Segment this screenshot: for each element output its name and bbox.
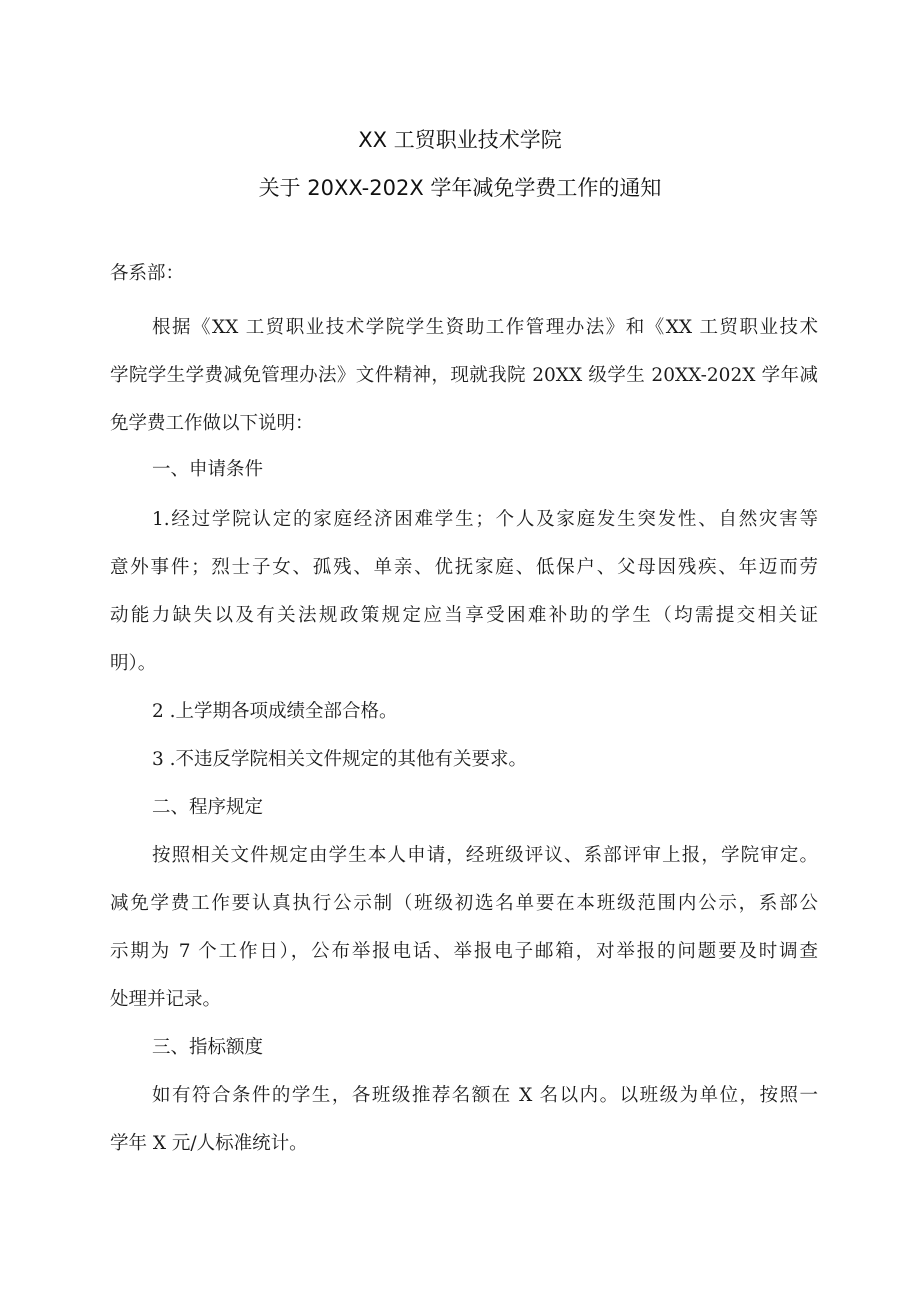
section2-line-2: 减免学费工作要认真执行公示制（班级初选名单要在本班级范围内公示，系部公: [110, 893, 818, 914]
document-title-institution: XX 工贸职业技术学院: [358, 128, 562, 152]
intro-line-1: 根据《XX 工贸职业技术学院学生资助工作管理办法》和《XX 工贸职业技术: [152, 317, 818, 338]
section2-heading: 二、程序规定: [152, 797, 264, 818]
intro-line-3: 免学费工作做以下说明：: [110, 413, 314, 434]
intro-line-2: 学院学生学费减免管理办法》文件精神，现就我院 20XX 级学生 20XX-202X 学年减: [110, 365, 818, 386]
section3-line-2: 学年 X 元/人标准统计。: [110, 1133, 308, 1154]
section2-line-3: 示期为 7 个工作日），公布举报电话、举报电子邮箱，对举报的问题要及时调查: [110, 941, 818, 962]
section1-item3: 3 .不违反学院相关文件规定的其他有关要求。: [152, 749, 528, 770]
section1-item1-line-4: 明）。: [110, 653, 157, 674]
section1-item1-line-3: 动能力缺失以及有关法规政策规定应当享受困难补助的学生（均需提交相关证: [110, 605, 818, 626]
section3-heading: 三、指标额度: [152, 1037, 264, 1058]
section1-heading: 一、申请条件: [152, 459, 264, 480]
section1-item1-line-2: 意外事件；烈士子女、孤残、单亲、优抚家庭、低保户、父母因残疾、年迈而劳: [110, 557, 818, 578]
section2-line-1: 按照相关文件规定由学生本人申请，经班级评议、系部评审上报，学院审定。: [152, 845, 818, 866]
section2-line-4: 处理并记录。: [110, 989, 222, 1010]
section1-item1-line-1: 1.经过学院认定的家庭经济困难学生；个人及家庭发生突发性、自然灾害等: [152, 509, 818, 530]
salutation: 各系部：: [110, 263, 185, 284]
section3-line-1: 如有符合条件的学生，各班级推荐名额在 X 名以内。以班级为单位，按照一: [152, 1085, 818, 1106]
document-title-notice: 关于 20XX-202X 学年减免学费工作的通知: [258, 176, 662, 200]
section1-item2: 2 .上学期各项成绩全部合格。: [152, 701, 398, 722]
